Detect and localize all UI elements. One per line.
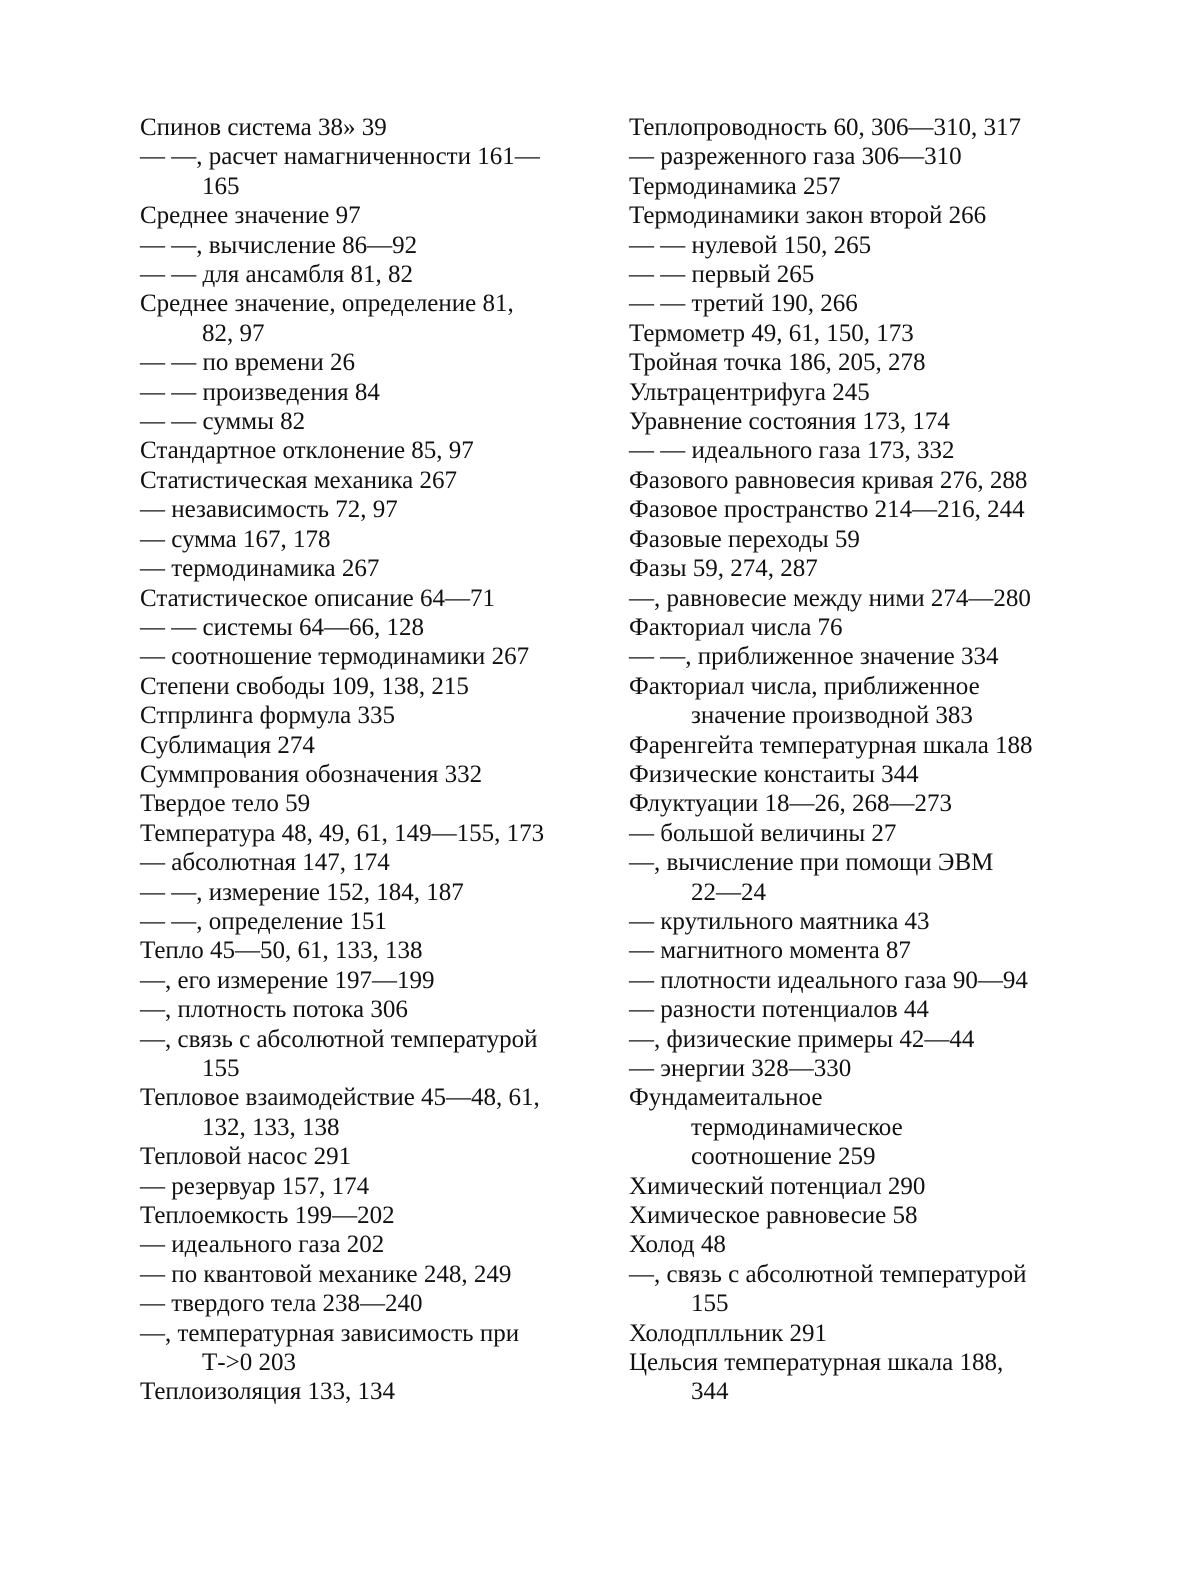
index-entry-term: Термометр 49, 61, 150, 173 [629, 319, 914, 347]
index-entry [629, 201, 1059, 230]
index-entry-term: — — нулевой 150, 265 [629, 231, 872, 259]
index-entry [140, 1025, 580, 1084]
index-entry-term: — термодинамика 267 [140, 555, 380, 583]
index-entry [629, 966, 1059, 995]
index-entry [140, 525, 580, 554]
index-entry [140, 1289, 580, 1318]
index-entry-term: — независимость 72, 97 [140, 496, 398, 524]
index-entry-term: Стпрлинга формула 335 [140, 702, 396, 730]
index-entry [629, 819, 1059, 848]
index-entry [140, 1172, 580, 1201]
index-entry-term: Ультрацентрифуга 245 [629, 378, 870, 406]
index-entry [140, 995, 580, 1024]
index-entry-term: — — идеального газа 173, 332 [629, 437, 955, 465]
index-entry [140, 966, 580, 995]
index-entry [140, 1083, 580, 1142]
index-entry-term: Тройная точка 186, 205, 278 [629, 349, 926, 377]
index-entry-term: —, равновесие между ними 274—280 [629, 584, 1031, 612]
index-entry-term: —, связь с абсолютной температурой [629, 1260, 1027, 1288]
index-entry-term: — идеального газа 202 [140, 1231, 385, 1259]
index-entry [629, 1230, 1059, 1259]
index-entry-term: — — произведения 84 [140, 378, 380, 406]
index-entry [629, 584, 1059, 613]
index-entry-term: Тепло 45—50, 61, 133, 138 [140, 937, 423, 965]
index-entry-term: — резервуар 157, 174 [140, 1172, 370, 1200]
index-entry [629, 848, 1059, 907]
index-entry-term: —, температурная зависимость при [140, 1319, 520, 1347]
index-entry-term: Физические констаиты 344 [629, 760, 919, 788]
index-entry [629, 1054, 1059, 1083]
index-entry-term: — — первый 265 [629, 261, 815, 289]
index-entry [629, 319, 1059, 348]
index-entry-term: — плотности идеального газа 90—94 [629, 966, 1028, 994]
index-entry-term: — —, определение 151 [140, 907, 387, 935]
index-entry [629, 760, 1059, 789]
index-entry [629, 642, 1059, 671]
index-entry [629, 1348, 1059, 1407]
index-entry-term: Фундамеитальное [629, 1084, 823, 1112]
index-entry-continuation: 155 [691, 1290, 729, 1318]
index-entry-term: Среднее значение, определение 81, [140, 290, 514, 318]
index-entry [140, 760, 580, 789]
index-entry-term: Тепловое взаимодействие 45—48, 61, [140, 1084, 540, 1112]
index-entry-term: — —, расчет намагниченности 161— [140, 143, 540, 171]
index-entry-term: Фазовое пространство 214—216, 244 [629, 496, 1025, 524]
index-entry-term: — —, приближенное значение 334 [629, 643, 999, 671]
index-entry-term: —, его измерение 197—199 [140, 966, 435, 994]
index-entry [140, 701, 580, 730]
index-entry-continuation: соотношение 259 [691, 1143, 876, 1171]
index-entry [629, 789, 1059, 818]
index-entry [629, 172, 1059, 201]
index-entry-term: Твердое тело 59 [140, 790, 311, 818]
index-entry [140, 672, 580, 701]
index-entry-term: Холодплльник 291 [629, 1319, 828, 1347]
index-entry-term: — по квантовой механике 248, 249 [140, 1260, 512, 1288]
index-entry-term: — — по времени 26 [140, 349, 355, 377]
index-entry-term: Химическое равновесие 58 [629, 1202, 918, 1230]
index-entry-term: Степени свободы 109, 138, 215 [140, 672, 469, 700]
index-entry [629, 907, 1059, 936]
index-entry [140, 1319, 580, 1378]
index-entry-term: Стандартное отклонение 85, 97 [140, 437, 474, 465]
index-entry [629, 436, 1059, 465]
index-entry-continuation: 22—24 [691, 878, 766, 906]
index-entry-term: Термодинамики закон второй 266 [629, 202, 987, 230]
index-entry-continuation: термодинамическое [691, 1113, 903, 1141]
index-entry [629, 672, 1059, 731]
index-entry [140, 819, 580, 848]
index-entry [629, 1025, 1059, 1054]
index-entry [629, 289, 1059, 318]
index-entry-term: Среднее значение 97 [140, 202, 361, 230]
index-entry-term: Температура 48, 49, 61, 149—155, 173 [140, 819, 545, 847]
index-entry-term: — — для ансамбля 81, 82 [140, 261, 414, 289]
index-entry [140, 584, 580, 613]
index-entry-continuation: 344 [691, 1378, 729, 1406]
index-entry-term: —, вычисление при помощи ЭВМ [629, 849, 994, 877]
index-entry [140, 407, 580, 436]
index-entry-continuation: Т->0 203 [202, 1349, 296, 1377]
index-entry-term: — разреженного газа 306—310 [629, 143, 962, 171]
index-entry-term: Уравнение состояния 173, 174 [629, 408, 950, 436]
index-entry [140, 642, 580, 671]
index-entry-term: Суммпрования обозначения 332 [140, 760, 483, 788]
index-entry [140, 1377, 580, 1406]
index-entry [629, 554, 1059, 583]
index-entry-term: —, связь с абсолютной температурой [140, 1025, 538, 1053]
index-entry-term: Спинов система 38» 39 [140, 114, 387, 141]
index-entry [629, 995, 1059, 1024]
index-entry-term: Теплоизоляция 133, 134 [140, 1378, 396, 1406]
index-entry [140, 1230, 580, 1259]
index-entry-term: Фазового равновесия кривая 276, 288 [629, 466, 1028, 494]
index-entry [140, 1142, 580, 1171]
index-entry [140, 348, 580, 377]
index-entry [140, 936, 580, 965]
index-entry [140, 731, 580, 760]
index-entry-term: — твердого тела 238—240 [140, 1290, 423, 1318]
index-entry-continuation: 155 [202, 1055, 240, 1082]
index-entry-term: Холод 48 [629, 1231, 726, 1259]
index-entry-continuation: 165 [202, 172, 240, 200]
index-entry-term: Статистическое описание 64—71 [140, 584, 496, 612]
index-entry-term: Сублимация 274 [140, 731, 315, 759]
index-entry [140, 554, 580, 583]
index-entry [140, 1201, 580, 1230]
index-entry [140, 789, 580, 818]
index-entry [140, 142, 580, 201]
index-entry-term: —, физические примеры 42—44 [629, 1025, 975, 1053]
index-entry-term: Термодинамика 257 [629, 172, 841, 200]
index-entry [629, 1319, 1059, 1348]
index-entry-term: — — суммы 82 [140, 408, 306, 436]
index-entry [140, 495, 580, 524]
index-entry [629, 466, 1059, 495]
index-entry [140, 1260, 580, 1289]
index-entry-term: Фазовые переходы 59 [629, 525, 860, 553]
index-entry-term: — —, измерение 152, 184, 187 [140, 878, 464, 906]
index-entry [140, 466, 580, 495]
index-entry-term: Химический потенциал 290 [629, 1172, 926, 1200]
index-entry-term: Флуктуации 18—26, 268—273 [629, 790, 953, 818]
index-entry-term: — разности потенциалов 44 [629, 996, 929, 1024]
index-entry-term: Теплопроводность 60, 306—310, 317 [629, 114, 1021, 141]
index-entry [140, 201, 580, 230]
index-entry [629, 1172, 1059, 1201]
index-entry [629, 231, 1059, 260]
index-entry-term: Фаренгейта температурная шкала 188 [629, 731, 1033, 759]
index-entry [629, 525, 1059, 554]
index-entry [629, 113, 1059, 142]
index-entry-term: Статистическая механика 267 [140, 466, 457, 494]
index-entry [140, 878, 580, 907]
index-entry-continuation: значение производной 383 [691, 702, 973, 730]
index-entry [140, 260, 580, 289]
index-entry-term: Теплоемкость 199—202 [140, 1202, 395, 1230]
index-entry [629, 731, 1059, 760]
index-entry [140, 848, 580, 877]
index-entry [629, 142, 1059, 171]
index-entry [629, 1260, 1059, 1319]
index-entry-term: — —, вычисление 86—92 [140, 231, 418, 259]
index-entry-term: —, плотность потока 306 [140, 996, 408, 1024]
index-entry-term: Факториал числа 76 [629, 613, 843, 641]
index-entry-term: Цельсия температурная шкала 188, [629, 1349, 1004, 1377]
index-entry [629, 378, 1059, 407]
index-right-column [629, 113, 1059, 1407]
index-entry [140, 378, 580, 407]
index-entry-continuation: 132, 133, 138 [202, 1113, 340, 1141]
index-entry-term: — — третий 190, 266 [629, 290, 858, 318]
index-entry-term: Факториал числа, приближенное [629, 672, 980, 700]
index-entry [140, 613, 580, 642]
index-entry-term: — магнитного момента 87 [629, 937, 911, 965]
index-entry-term: — крутильного маятника 43 [629, 907, 930, 935]
index-entry [629, 1083, 1059, 1171]
index-entry-term: — энергии 328—330 [629, 1055, 852, 1082]
index-entry [629, 407, 1059, 436]
index-entry [629, 495, 1059, 524]
index-left-column [140, 113, 580, 1407]
index-entry-term: — — системы 64—66, 128 [140, 613, 424, 641]
index-entry-term: — сумма 167, 178 [140, 525, 331, 553]
index-entry [629, 1201, 1059, 1230]
index-entry [629, 260, 1059, 289]
index-entry [140, 113, 580, 142]
index-entry [629, 348, 1059, 377]
index-entry [140, 289, 580, 348]
index-entry [140, 436, 580, 465]
index-entry-term: — соотношение термодинамики 267 [140, 643, 530, 671]
index-entry-term: Фазы 59, 274, 287 [629, 555, 818, 583]
index-entry [629, 936, 1059, 965]
index-entry [140, 231, 580, 260]
index-entry-term: — абсолютная 147, 174 [140, 849, 390, 877]
index-entry-continuation: 82, 97 [202, 319, 265, 347]
index-entry-term: — большой величины 27 [629, 819, 897, 847]
index-entry [140, 907, 580, 936]
index-entry-term: Тепловой насос 291 [140, 1143, 352, 1171]
index-entry [629, 613, 1059, 642]
